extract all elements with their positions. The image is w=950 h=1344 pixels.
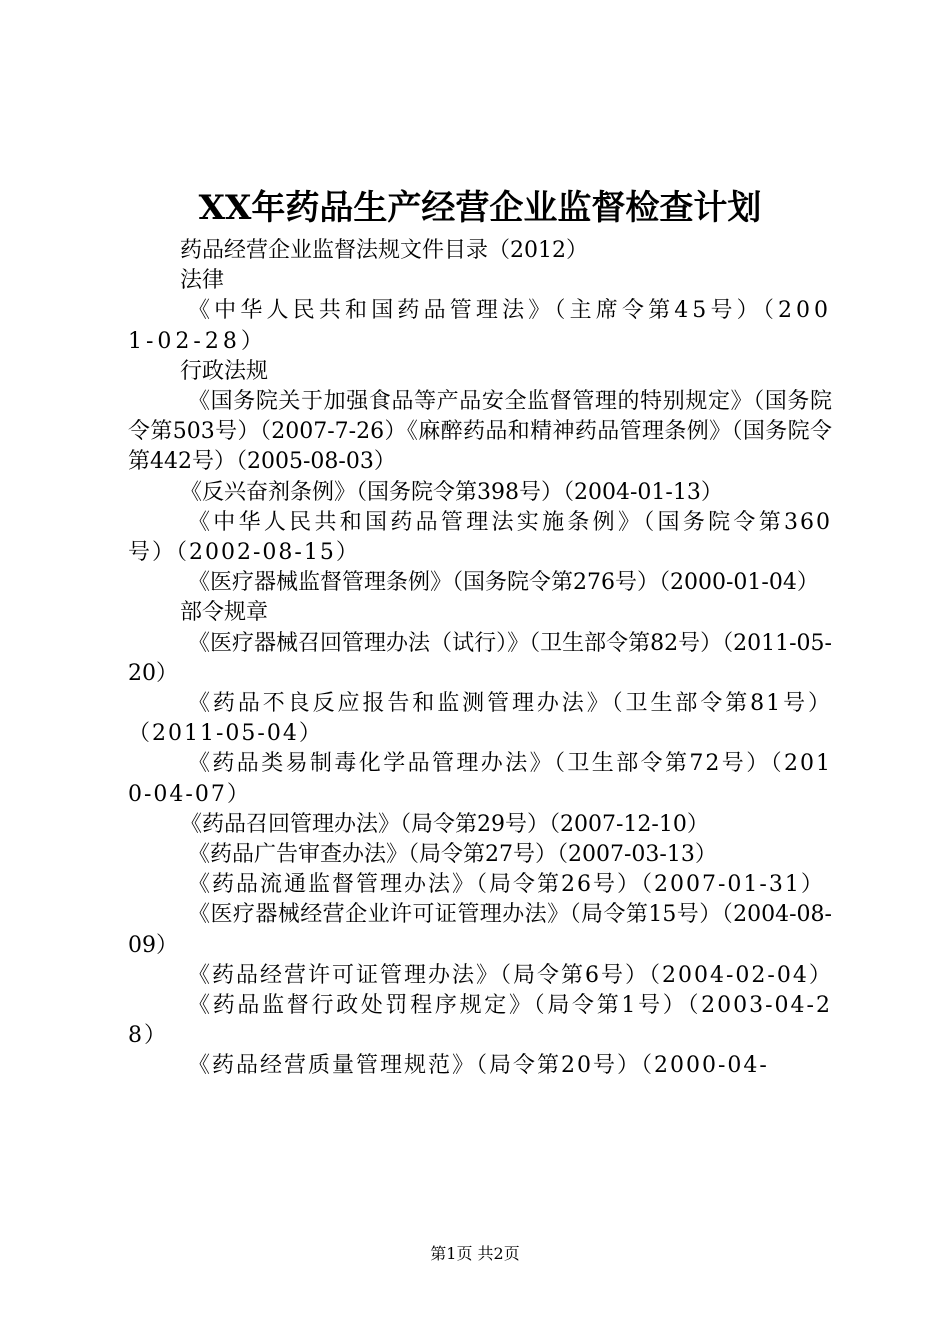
rule-entry: 《药品广告审查办法》（局令第27号）（2007-03-13） xyxy=(188,842,717,868)
rule-entry: 《药品经营许可证管理办法》（局令第6号）（2004-02-04） xyxy=(188,962,833,988)
page-footer: 第1页 共2页 xyxy=(430,1244,520,1263)
law-entry: 《中华人民共和国药品管理法》（主席令第45号）（2001-02-28） xyxy=(128,298,832,354)
rule-entry: 《药品流通监督管理办法》（局令第26号）（2007-01-31） xyxy=(188,872,825,898)
document-title: XX年药品生产经营企业监督检查计划 xyxy=(198,188,762,228)
section-heading-law: 法律 xyxy=(180,268,225,294)
rule-entry: 《药品类易制毒化学品管理办法》（卫生部令第72号）（2010-04-07） xyxy=(128,751,832,807)
regulation-entry: 《医疗器械监督管理条例》（国务院令第276号）（2000-01-04） xyxy=(188,570,819,596)
regulation-entry: 《反兴奋剂条例》（国务院令第398号）（2004-01-13） xyxy=(180,479,723,505)
section-heading-rules: 部令规章 xyxy=(180,600,269,626)
rule-entry: 《药品经营质量管理规范》（局令第20号）（2000-04- xyxy=(188,1053,769,1079)
rule-entry: 《医疗器械经营企业许可证管理办法》（局令第15号）（2004-08-09） xyxy=(128,902,832,958)
document-body xyxy=(128,236,832,1082)
catalog-heading: 药品经营企业监督法规文件目录（2012） xyxy=(180,238,588,263)
rule-entry: 《药品召回管理办法》（局令第29号）（2007-12-10） xyxy=(180,811,709,837)
section-heading-regulations: 行政法规 xyxy=(180,358,269,384)
rule-entry: 《医疗器械召回管理办法（试行）》（卫生部令第82号）（2011-05-20） xyxy=(128,630,832,686)
regulation-entry: 《国务院关于加强食品等产品安全监督管理的特别规定》（国务院令第503号）（2007-7-26）《麻醉药品和精神药品管理条例》（国务院令第442号）（2005-08-03） xyxy=(128,389,832,475)
rule-entry: 《药品不良反应报告和监测管理办法》（卫生部令第81号）（2011-05-04） xyxy=(128,691,832,747)
rule-entry: 《药品监督行政处罚程序规定》（局令第1号）（2003-04-28） xyxy=(128,993,832,1049)
regulation-entry: 《中华人民共和国药品管理法实施条例》（国务院令第360号）（2002-08-15） xyxy=(128,509,832,566)
